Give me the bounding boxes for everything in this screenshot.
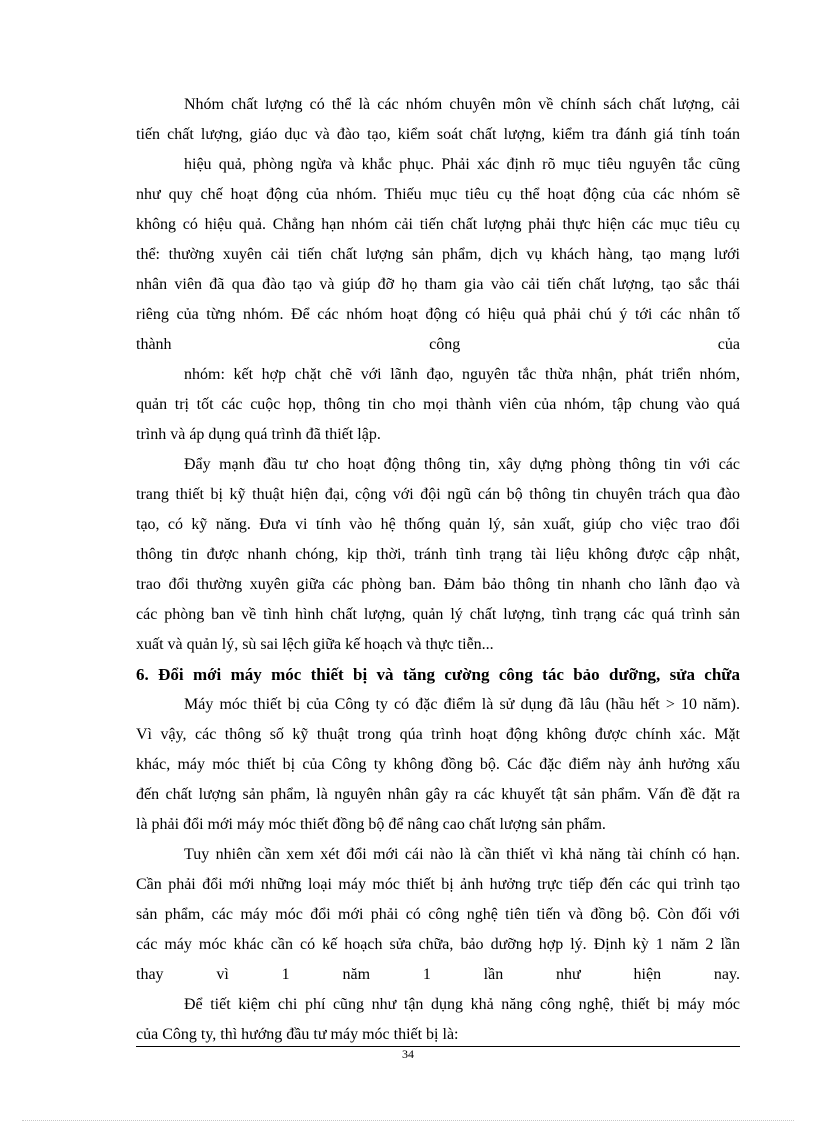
text-line: không có hiệu quả. Chẳng hạn nhóm cải tiến chất lượng phải thực hiện các mục tiêu cụ xyxy=(136,216,740,233)
text-line: nhóm: kết hợp chặt chẽ với lãnh đạo, nguyên tắc thừa nhận, phát triển nhóm, xyxy=(184,366,740,383)
text-line: Nhóm chất lượng có thể là các nhóm chuyên môn về chính sách chất lượng, cải xyxy=(184,96,740,113)
text-line: là phải đổi mới máy móc thiết đồng bộ để nâng cao chất lượng sản phẩm. xyxy=(136,816,606,833)
text-line: thay vì 1 năm 1 lần như hiện nay. xyxy=(136,966,740,983)
text-line: tiến chất lượng, giáo dục và đào tạo, kiểm soát chất lượng, kiểm tra đánh giá tính toán xyxy=(136,126,740,143)
text-line: trình và áp dụng quá trình đã thiết lập. xyxy=(136,426,381,443)
text-line: Vì vậy, các thông số kỹ thuật trong qúa trình hoạt động không được chính xác. Mặt xyxy=(136,726,740,743)
text-line: trao đổi thường xuyên giữa các phòng ban. Đảm bảo thông tin nhanh cho lãnh đạo và xyxy=(136,576,740,593)
text-line: của Công ty, thì hướng đầu tư máy móc thiết bị là: xyxy=(136,1026,459,1043)
text-line: Để tiết kiệm chi phí cũng như tận dụng khả năng công nghệ, thiết bị máy móc xyxy=(184,996,740,1013)
page-number: 34 xyxy=(402,1047,414,1061)
text-line: thành công của xyxy=(136,336,740,353)
text-line: thông tin được nhanh chóng, kịp thời, tránh tình trạng tài liệu không được cập nhật, xyxy=(136,546,740,563)
text-line: Cần phải đổi mới những loại máy móc thiết bị ảnh hưởng trực tiếp đến các qui trình tạo xyxy=(136,876,740,893)
text-line: xuất và quản lý, sù sai lệch giữa kế hoạch và thực tiễn... xyxy=(136,636,494,653)
text-line: như quy chế hoạt động của nhóm. Thiếu mục tiêu cụ thể hoạt động của các nhóm sẽ xyxy=(136,186,740,203)
text-line: Máy móc thiết bị của Công ty có đặc điểm là sử dụng đã lâu (hầu hết > 10 năm). xyxy=(184,696,740,713)
text-line: các phòng ban về tình hình chất lượng, quản lý chất lượng, tình trạng các quá trình sản xyxy=(136,606,740,623)
page-bottom-border xyxy=(22,1120,794,1121)
text-line: khác, máy móc thiết bị của Công ty không đồng bộ. Các đặc điểm này ảnh hưởng xấu xyxy=(136,756,740,773)
text-line: quản trị tốt các cuộc họp, thông tin cho mọi thành viên của nhóm, tập chung vào quá xyxy=(136,396,740,413)
text-line: nhân viên đã qua đào tạo và giúp đỡ họ tham gia vào cải tiến chất lượng, tạo sắc thái xyxy=(136,276,740,293)
text-line: tạo, có kỹ năng. Đưa vi tính vào hệ thống quản lý, sản xuất, giúp cho việc trao đổi xyxy=(136,516,740,533)
text-line: riêng của từng nhóm. Để các nhóm hoạt động có hiệu quả phải chú ý tới các nhân tố xyxy=(136,306,740,323)
text-line: Đẩy mạnh đầu tư cho hoạt động thông tin, xây dựng phòng thông tin với các xyxy=(184,456,740,473)
text-line: sản phẩm, các máy móc đổi mới phải có công nghệ tiên tiến và đồng bộ. Còn đối với xyxy=(136,906,740,923)
text-line: Tuy nhiên cần xem xét đổi mới cái nào là cần thiết vì khả năng tài chính có hạn. xyxy=(184,846,740,863)
text-line: hiệu quả, phòng ngừa và khắc phục. Phải xác định rõ mục tiêu nguyên tắc cũng xyxy=(184,156,740,173)
section-heading: 6. Đổi mới máy móc thiết bị và tăng cường công tác bảo dưỡng, sửa chữa xyxy=(136,665,740,684)
text-line: các máy móc khác cần có kế hoạch sửa chữa, bảo dưỡng hợp lý. Định kỳ 1 năm 2 lần xyxy=(136,936,740,953)
text-line: thể: thường xuyên cải tiến chất lượng sản phẩm, dịch vụ khách hàng, tạo mạng lưới xyxy=(136,246,740,263)
text-line: đến chất lượng sản phẩm, là nguyên nhân gây ra các khuyết tật sản phẩm. Vấn đề đặt ra xyxy=(136,786,740,803)
text-line: trang thiết bị kỹ thuật hiện đại, cộng với đội ngũ cán bộ thông tin chuyên trách qua đào xyxy=(136,486,740,503)
